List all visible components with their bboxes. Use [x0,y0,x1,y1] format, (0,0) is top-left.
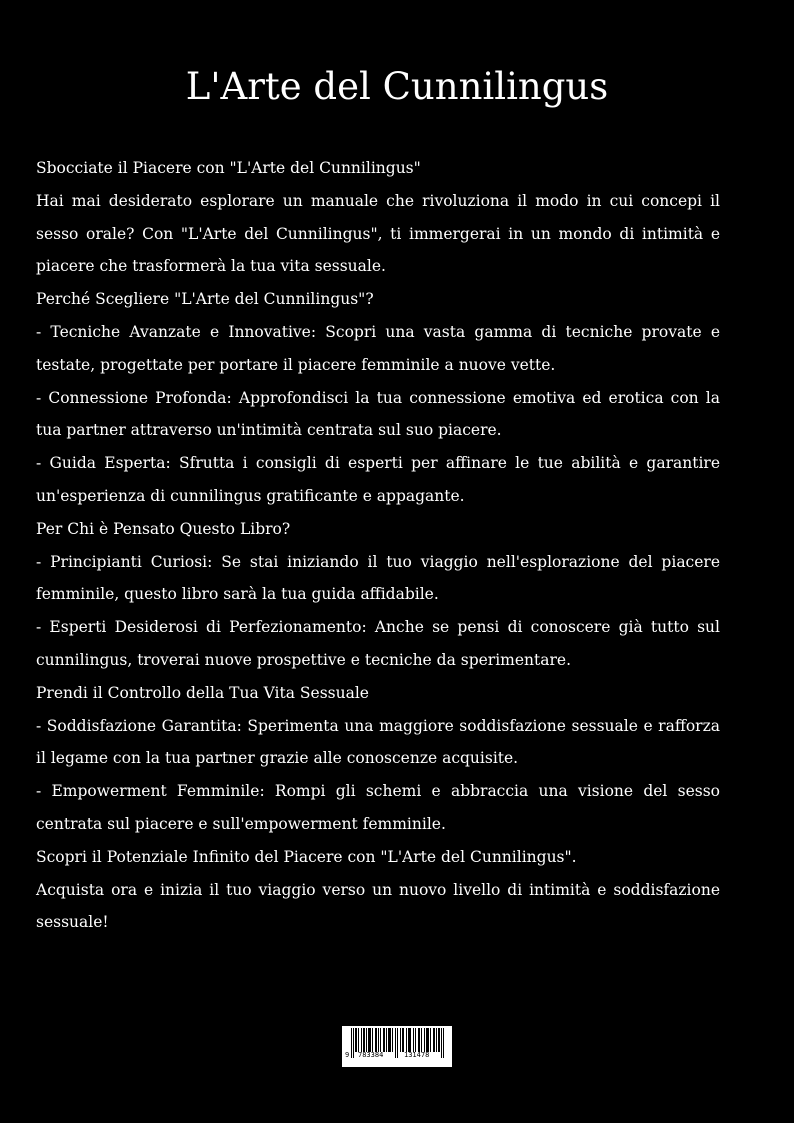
paragraph: Per Chi è Pensato Questo Libro? [36,519,291,538]
paragraph: - Principianti Curiosi: Se stai iniziando il tuo viaggio nell'esplorazione del piacere femminile, questo libro sarà la tua guida affidabile. [36,552,720,604]
paragraph: - Soddisfazione Garantita: Sperimenta una maggiore soddisfazione sessuale e rafforza il legame con la tua partner grazie alle conoscenze acquisite. [36,716,720,768]
paragraph: Prendi il Controllo della Tua Vita Sessuale [36,683,369,702]
paragraph: Sbocciate il Piacere con "L'Arte del Cunnilingus" [36,159,421,177]
paragraph: - Guida Esperta: Sfrutta i consigli di esperti per affinare le tue abilità e garantire un'esperienza di cunnilingus gratificante e appagante. [36,454,720,505]
paragraph: - Esperti Desiderosi di Perfezionamento: Anche se pensi di conoscere già tutto sul cunnilingus, troverai nuove prospettive e tecniche da sperimentare. [36,618,720,669]
barcode-digits-left: 783384 [358,1051,384,1059]
barcode-digit-first: 9 [345,1051,350,1059]
paragraph: Acquista ora e inizia il tuo viaggio verso un nuovo livello di intimità e soddisfazione sessuale! [36,880,720,932]
paragraph: Perché Scegliere "L'Arte del Cunnilingus"? [36,290,374,309]
paragraph: - Empowerment Femminile: Rompi gli schemi e abbraccia una visione del sesso centrata sul piacere e sull'empowerment femminile. [36,782,720,833]
book-title: L'Arte del Cunnilingus [185,65,609,108]
paragraph: Hai mai desiderato esplorare un manuale che rivoluziona il modo in cui concepi il sesso orale? Con "L'Arte del Cunnilingus", ti immergerai in un mondo di intimità e piacere che trasformerà la tua vita sessuale. [36,191,720,276]
paragraph: - Tecniche Avanzate e Innovative: Scopri una vasta gamma di tecniche provate e testate, progettate per portare il piacere femminile a nuove vette. [36,322,720,374]
paragraph: - Connessione Profonda: Approfondisci la tua connessione emotiva ed erotica con la tua partner attraverso un'intimità centrata sul suo piacere. [36,388,720,440]
barcode-digits-right: 131478 [404,1051,430,1059]
paragraph: Scopri il Potenziale Infinito del Piacere con "L'Arte del Cunnilingus". [36,847,577,866]
isbn-barcode [342,1026,452,1067]
back-cover-text [36,152,720,939]
